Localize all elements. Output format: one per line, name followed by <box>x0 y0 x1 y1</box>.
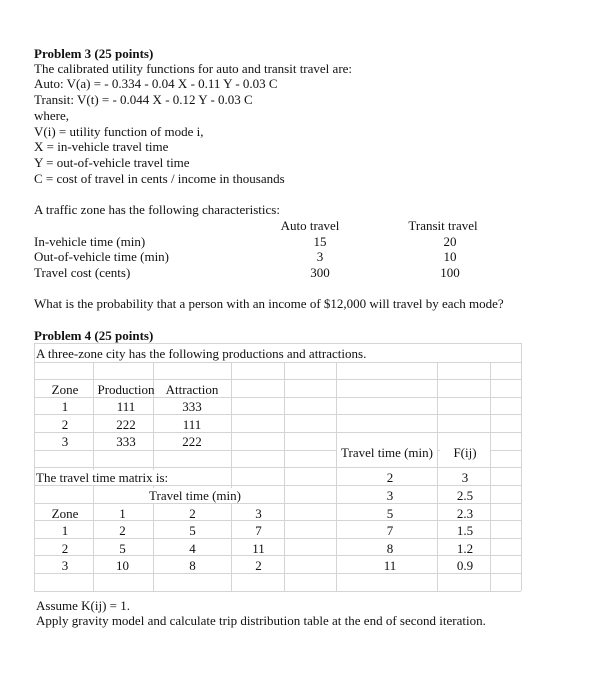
matrix-col-2: 2 <box>189 506 196 521</box>
ff-time-6: 11 <box>383 558 397 573</box>
pa-header-zone: Zone <box>51 382 79 397</box>
problem4-intro: A three-zone city has the following productions and attractions. <box>36 346 370 361</box>
matrix-cell-2-2: 4 <box>189 541 196 556</box>
assumption-text: Assume K(ij) = 1. <box>36 598 130 613</box>
matrix-row-2-zone: 2 <box>61 541 69 556</box>
matrix-col-3: 3 <box>255 506 262 521</box>
ff-value-6: 0.9 <box>456 558 474 573</box>
matrix-intro: The travel time matrix is: <box>36 470 172 485</box>
pa-production-3: 333 <box>116 434 136 449</box>
problem4-task: Apply gravity model and calculate trip distribution table at the end of second iteration. <box>36 613 486 628</box>
ff-value-5: 1.2 <box>456 541 474 556</box>
matrix-cell-2-1: 5 <box>119 541 126 556</box>
ff-time-3: 5 <box>386 506 394 521</box>
ff-time-2: 3 <box>386 488 394 503</box>
auto-in-vehicle-value: 15 <box>313 234 327 249</box>
matrix-cell-1-3: 7 <box>255 523 262 538</box>
matrix-col-1: 1 <box>119 506 126 521</box>
definition-x: X = in-vehicle travel time <box>34 139 169 154</box>
row-label-travel-cost: Travel cost (cents) <box>34 265 131 280</box>
ff-value-2: 2.5 <box>456 488 474 503</box>
ff-time-5: 8 <box>386 541 394 556</box>
zone-characteristics-intro: A traffic zone has the following characteristics: <box>34 202 280 217</box>
pa-production-1: 111 <box>116 399 136 414</box>
ff-value-3: 2.3 <box>456 506 474 521</box>
matrix-cell-3-3: 2 <box>255 558 262 573</box>
transit-travel-cost-value: 100 <box>440 265 460 280</box>
pa-zone-3: 3 <box>61 434 69 449</box>
matrix-cell-1-1: 2 <box>119 523 126 538</box>
ff-value-1: 3 <box>461 470 469 485</box>
pa-production-2: 222 <box>116 417 136 432</box>
matrix-header-travel-time: Travel time (min) <box>140 488 250 503</box>
definition-c: C = cost of travel in cents / income in thousands <box>34 171 285 186</box>
matrix-row-3-zone: 3 <box>61 558 69 573</box>
pa-header-attraction: Attraction <box>165 382 219 397</box>
header-transit-travel: Transit travel <box>408 218 478 233</box>
matrix-cell-3-1: 10 <box>116 558 129 573</box>
transit-out-of-vehicle-value: 10 <box>443 249 457 264</box>
ff-time-4: 7 <box>386 523 394 538</box>
problem3-intro: The calibrated utility functions for auto and transit travel are: <box>34 61 353 76</box>
row-label-in-vehicle: In-vehicle time (min) <box>34 234 146 249</box>
ff-time-1: 2 <box>386 470 394 485</box>
auto-utility-equation: Auto: V(a) = - 0.334 - 0.04 X - 0.11 Y - 0.03 C <box>34 76 278 91</box>
problem4-title: Problem 4 (25 points) <box>34 328 154 343</box>
matrix-row-1-zone: 1 <box>61 523 69 538</box>
problem3-title: Problem 3 (25 points) <box>34 46 154 61</box>
ff-header-travel-time: Travel time (min) <box>337 445 437 460</box>
definition-y: Y = out-of-vehicle travel time <box>34 155 190 170</box>
where-label: where, <box>34 108 70 123</box>
auto-travel-cost-value: 300 <box>310 265 330 280</box>
ff-header-fij: F(ij) <box>440 445 490 460</box>
transit-in-vehicle-value: 20 <box>443 234 457 249</box>
matrix-cell-2-3: 11 <box>252 541 265 556</box>
pa-attraction-2: 111 <box>182 417 202 432</box>
pa-header-production: Production <box>97 382 155 397</box>
pa-zone-2: 2 <box>61 417 69 432</box>
matrix-cell-1-2: 5 <box>189 523 196 538</box>
pa-zone-1: 1 <box>61 399 69 414</box>
row-label-out-of-vehicle: Out-of-vehicle time (min) <box>34 249 170 264</box>
problem3-question: What is the probability that a person with an income of $12,000 will travel by each mode? <box>34 296 504 311</box>
matrix-header-zone: Zone <box>51 506 79 521</box>
ff-value-4: 1.5 <box>456 523 474 538</box>
header-auto-travel: Auto travel <box>280 218 340 233</box>
auto-out-of-vehicle-value: 3 <box>316 249 324 264</box>
transit-utility-equation: Transit: V(t) = - 0.044 X - 0.12 Y - 0.03 C <box>34 92 253 107</box>
pa-attraction-3: 222 <box>182 434 202 449</box>
matrix-cell-3-2: 8 <box>189 558 196 573</box>
definition-v: V(i) = utility function of mode i, <box>34 124 204 139</box>
pa-attraction-1: 333 <box>182 399 202 414</box>
